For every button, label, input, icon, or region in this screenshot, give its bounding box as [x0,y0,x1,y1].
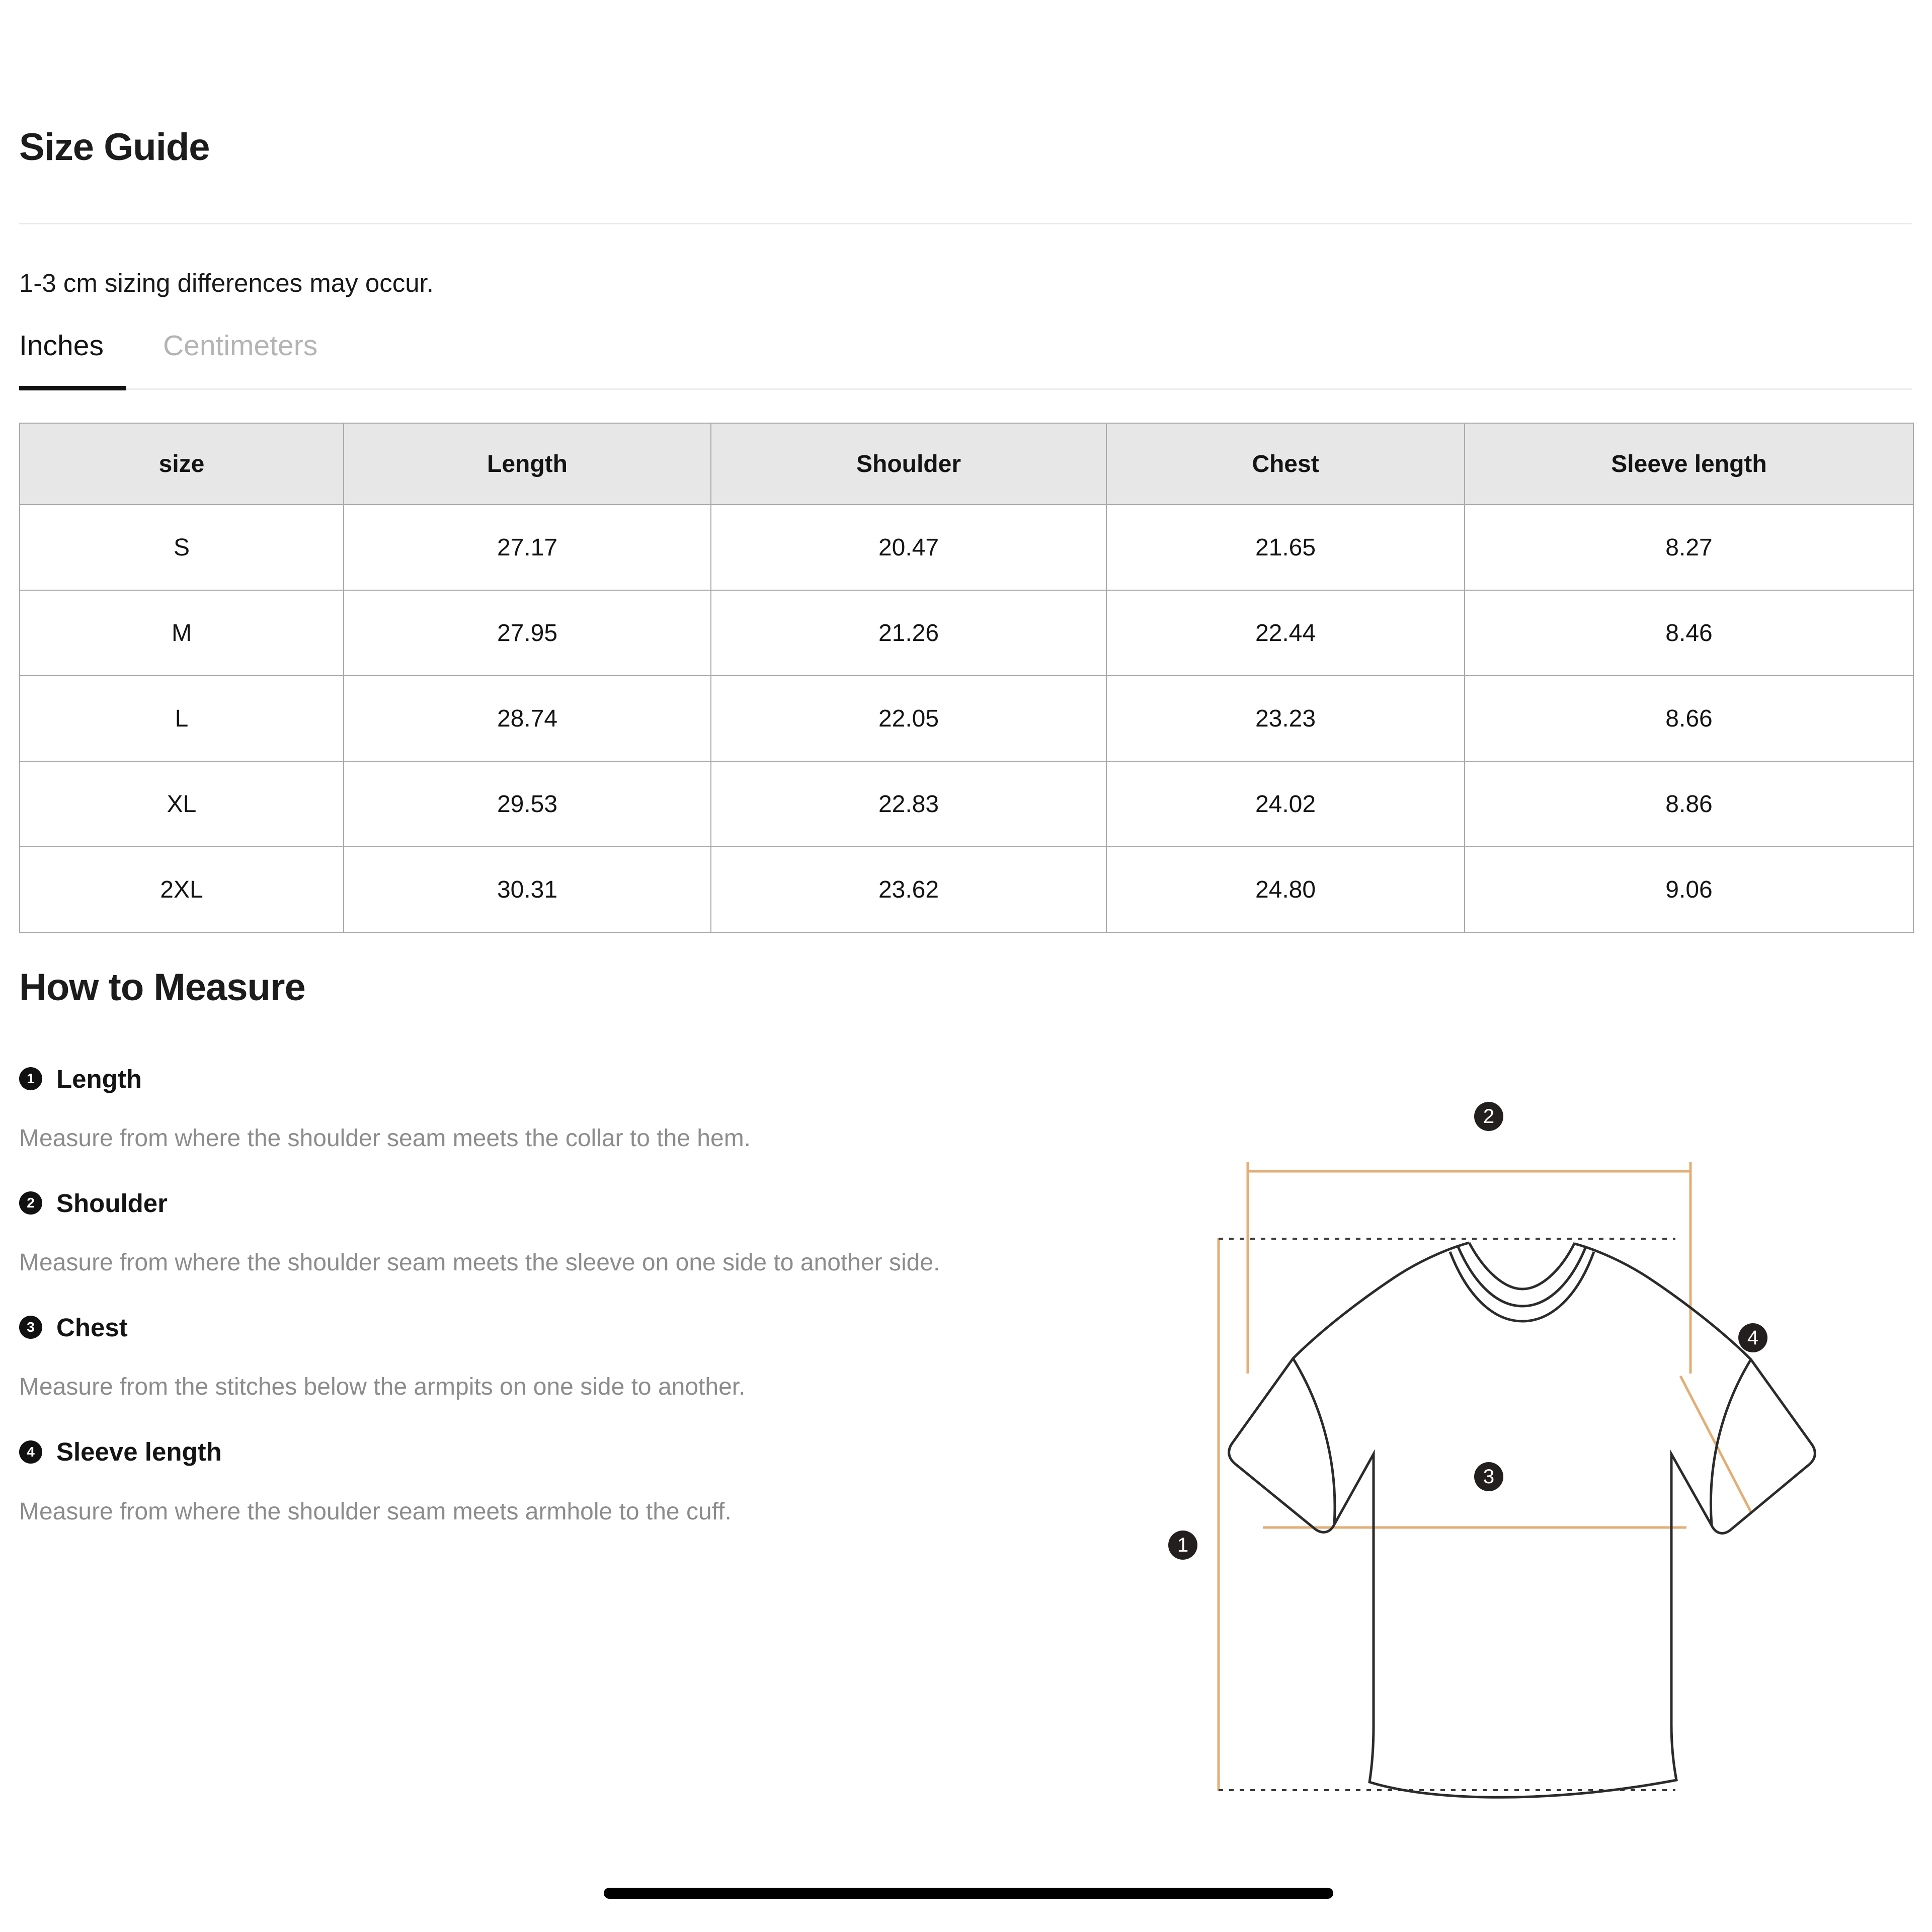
cell-shoulder: 22.05 [711,676,1106,761]
tab-active-indicator [19,386,126,390]
measure-step-label: Chest [56,1313,128,1342]
size-table [19,423,1914,933]
cell-length: 30.31 [344,847,711,932]
cell-shoulder: 23.62 [711,847,1106,932]
cell-shoulder: 22.83 [711,761,1106,847]
tshirt-measurement-diagram [1172,1092,1877,1902]
tab-inches[interactable]: Inches [19,330,104,380]
number-badge-icon: 2 [19,1191,42,1215]
table-row [20,676,1913,761]
sizing-note: 1-3 cm sizing differences may occur. [19,269,434,297]
cell-size: S [20,505,344,590]
cell-chest: 22.44 [1106,590,1465,676]
measure-step-head [19,1432,1186,1472]
title-divider [19,223,1912,224]
cell-shoulder: 20.47 [711,505,1106,590]
cell-sleeve: 8.86 [1465,761,1913,847]
cell-shoulder: 21.26 [711,590,1106,676]
how-to-measure-title: How to Measure [19,966,305,1009]
measure-step [19,1308,1186,1401]
cell-size: M [20,590,344,676]
cell-sleeve: 8.46 [1465,590,1913,676]
diagram-marker-2: 2 [1474,1102,1503,1131]
cell-sleeve: 8.27 [1465,505,1913,590]
table-row [20,590,1913,676]
measure-step-description: Measure from where the shoulder seam meets the collar to the hem. [19,1125,751,1152]
column-header-length: Length [344,423,711,505]
column-header-chest: Chest [1106,423,1465,505]
cell-chest: 24.80 [1106,847,1465,932]
measure-step-label: Length [56,1064,142,1093]
measure-step-description: Measure from the stitches below the armpits on one side to another. [19,1374,746,1401]
diagram-marker-1: 1 [1168,1531,1197,1560]
cell-sleeve: 9.06 [1465,847,1913,932]
measure-step [19,1183,1186,1276]
home-indicator[interactable] [604,1888,1333,1899]
cell-size: XL [20,761,344,847]
measure-step [19,1059,1186,1152]
measure-step-description: Measure from where the shoulder seam meets the sleeve on one side to another side. [19,1249,940,1276]
cell-chest: 23.23 [1106,676,1465,761]
tab-centimeters[interactable]: Centimeters [163,330,317,380]
cell-size: 2XL [20,847,344,932]
diagram-marker-4: 4 [1738,1323,1767,1352]
column-header-size: size [20,423,344,505]
cell-length: 29.53 [344,761,711,847]
cell-sleeve: 8.66 [1465,676,1913,761]
table-row [20,761,1913,847]
cell-length: 27.17 [344,505,711,590]
table-row [20,505,1913,590]
measure-step [19,1432,1186,1525]
measure-step-head [19,1183,1186,1223]
measure-steps-list [19,1059,1186,1557]
diagram-marker-3: 3 [1474,1462,1503,1491]
measure-step-label: Sleeve length [56,1437,222,1467]
table-row [20,847,1913,932]
measure-step-label: Shoulder [56,1188,168,1218]
cell-chest: 24.02 [1106,761,1465,847]
column-header-sleeve-length: Sleeve length [1465,423,1913,505]
page-title: Size Guide [19,126,210,169]
table-header-row [20,423,1913,505]
cell-size: L [20,676,344,761]
number-badge-icon: 3 [19,1316,42,1339]
unit-tabs [19,330,317,380]
cell-length: 27.95 [344,590,711,676]
number-badge-icon: 4 [19,1440,42,1464]
measure-step-head [19,1059,1186,1098]
cell-length: 28.74 [344,676,711,761]
measure-step-head [19,1308,1186,1347]
column-header-shoulder: Shoulder [711,423,1106,505]
tab-underline-track [19,388,1912,390]
number-badge-icon: 1 [19,1067,42,1090]
measure-step-description: Measure from where the shoulder seam meets armhole to the cuff. [19,1498,732,1525]
cell-chest: 21.65 [1106,505,1465,590]
